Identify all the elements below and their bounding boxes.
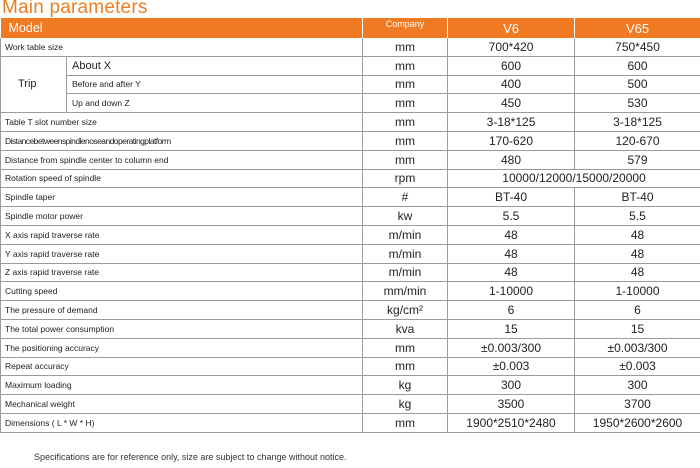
param-unit: rpm [363,169,448,188]
table-row [1,75,700,94]
param-unit: # [363,188,448,207]
table-row [1,319,700,338]
table-row [1,113,700,132]
table-row [1,38,700,56]
param-name: Y axis rapid traverse rate [1,244,363,263]
value-v6: 48 [448,225,575,244]
table-row [1,188,700,207]
param-unit: kw [363,207,448,226]
table-row [1,357,700,376]
value-v6: 6 [448,301,575,320]
value-v6: 3500 [448,395,575,414]
value-v65: BT-40 [575,188,700,207]
parameters-table [0,18,700,433]
param-name: Repeat accuracy [1,357,363,376]
header-model: Model [1,18,363,38]
param-unit: mm [363,357,448,376]
param-unit: mm [363,94,448,113]
value-v6: 48 [448,244,575,263]
param-name: The positioning accuracy [1,338,363,357]
footnote: Specifications are for reference only, size are subject to change without notice. [34,452,347,462]
value-v6: BT-40 [448,188,575,207]
table-row [1,131,700,150]
table-row [1,94,700,113]
value-v6: ±0.003/300 [448,338,575,357]
param-name: Maximum loading [1,376,363,395]
value-v65: 5.5 [575,207,700,226]
param-unit: mm [363,338,448,357]
table-row [1,338,700,357]
table-row [1,207,700,226]
value-v65: 1-10000 [575,282,700,301]
value-v65: 6 [575,301,700,320]
value-v65: 48 [575,244,700,263]
param-unit: m/min [363,263,448,282]
table-row [1,150,700,169]
header-company: Company [363,18,448,38]
table-row [1,301,700,320]
table-row [1,244,700,263]
value-v6: 450 [448,94,575,113]
param-name: Cutting speed [1,282,363,301]
table-row [1,395,700,414]
value-v6: 48 [448,263,575,282]
value-v65: 500 [575,75,700,94]
param-unit: kg [363,395,448,414]
value-v65: 530 [575,94,700,113]
param-name: Mechanical weight [1,395,363,414]
table-row [1,56,700,75]
value-v65: ±0.003 [575,357,700,376]
param-unit: mm [363,413,448,432]
param-name: The pressure of demand [1,301,363,320]
param-unit: mm [363,38,448,56]
value-v6: 5.5 [448,207,575,226]
value-v65: 15 [575,319,700,338]
value-v65: 3-18*125 [575,113,700,132]
header-v6: V6 [448,18,575,38]
table-row [1,169,700,188]
param-name: Spindle motor power [1,207,363,226]
table-header-row [1,18,700,38]
param-name: Before and after Y [67,75,363,94]
value-v6: ±0.003 [448,357,575,376]
table-row [1,225,700,244]
value-v6: 700*420 [448,38,575,56]
param-unit: mm [363,56,448,75]
value-v65: 750*450 [575,38,700,56]
table-row [1,413,700,432]
param-name: About X [67,56,363,75]
page-title: Main parameters [2,0,148,18]
param-name: Distancebetweenspindlenoseandoperatingplatform [1,131,363,150]
param-name: Distance from spindle center to column end [1,150,363,169]
param-name: The total power consumption [1,319,363,338]
param-unit: kva [363,319,448,338]
table-row [1,282,700,301]
param-unit: mm [363,150,448,169]
param-unit: m/min [363,244,448,263]
param-name: Spindle taper [1,188,363,207]
param-name: Z axis rapid traverse rate [1,263,363,282]
value-v6: 3-18*125 [448,113,575,132]
param-unit: kg [363,376,448,395]
header-v65: V65 [575,18,700,38]
value-v65: 579 [575,150,700,169]
value-v6: 170-620 [448,131,575,150]
value-v65: 48 [575,225,700,244]
param-name: Dimensions ( L * W * H) [1,413,363,432]
value-v6: 480 [448,150,575,169]
param-name: X axis rapid traverse rate [1,225,363,244]
value-v65: 300 [575,376,700,395]
value-v6: 400 [448,75,575,94]
param-unit: kg/cm² [363,301,448,320]
value-v65: 3700 [575,395,700,414]
param-name: Up and down Z [67,94,363,113]
value-v65: 120-670 [575,131,700,150]
param-unit: mm/min [363,282,448,301]
param-name: Table T slot number size [1,113,363,132]
param-name: Work table size [1,38,363,56]
table-row [1,376,700,395]
value-v6: 300 [448,376,575,395]
table-row [1,263,700,282]
value-v6: 1900*2510*2480 [448,413,575,432]
value-v6: 1-10000 [448,282,575,301]
param-unit: m/min [363,225,448,244]
value-both: 10000/12000/15000/20000 [448,169,700,188]
param-unit: mm [363,131,448,150]
value-v65: 48 [575,263,700,282]
group-label-trip: Trip [1,56,67,112]
value-v65: 600 [575,56,700,75]
param-name: Rotation speed of spindle [1,169,363,188]
value-v65: 1950*2600*2600 [575,413,700,432]
value-v65: ±0.003/300 [575,338,700,357]
param-unit: mm [363,75,448,94]
param-unit: mm [363,113,448,132]
value-v6: 600 [448,56,575,75]
value-v6: 15 [448,319,575,338]
